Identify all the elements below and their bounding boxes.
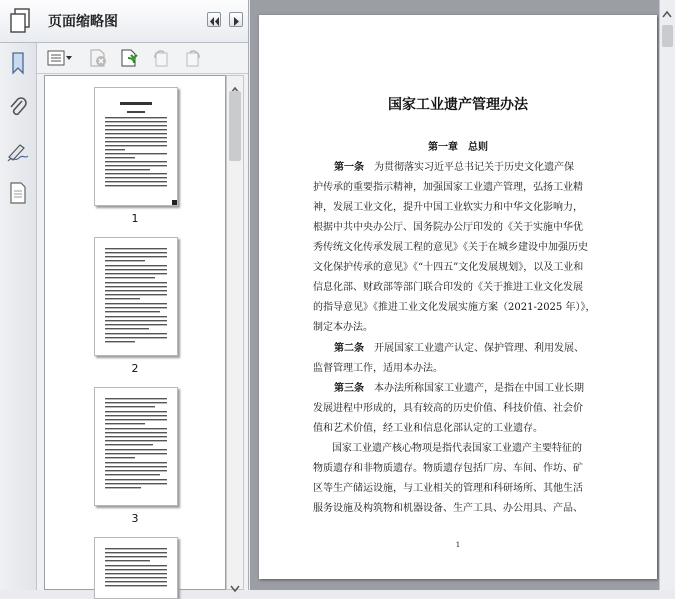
body-text: 秀传统文化传承发展工程的意见》《关于在城乡建设中加强历史 bbox=[313, 242, 588, 253]
page-number: 1 bbox=[455, 541, 461, 549]
thumbnail-label: 1 bbox=[131, 212, 139, 225]
document-title: 国家工业遗产管理办法 bbox=[388, 97, 528, 113]
body-text: 发展进程中形成的，具有较高的历史价值、科技价值、社会价 bbox=[313, 403, 583, 414]
article-label: 第二条 bbox=[334, 343, 364, 354]
page-thumbnail[interactable] bbox=[94, 237, 178, 356]
body-line bbox=[334, 158, 634, 173]
scroll-down-arrow[interactable] bbox=[230, 578, 240, 586]
body-line bbox=[313, 499, 613, 514]
thumbnail-label: 2 bbox=[131, 362, 139, 375]
body-text: 文化保护传承的意见》《“十四五”文化发展规划》，以及工业和 bbox=[313, 262, 584, 273]
body-line bbox=[313, 318, 613, 333]
body-line bbox=[334, 339, 634, 354]
body-line bbox=[313, 178, 613, 193]
panel-title: 页面缩略图 bbox=[48, 14, 118, 30]
extract-pages-icon[interactable] bbox=[120, 49, 140, 67]
thumbnail-content bbox=[95, 238, 177, 355]
body-line bbox=[313, 479, 613, 494]
scroll-up-arrow[interactable] bbox=[230, 79, 240, 87]
body-text: 神，发展工业文化，提升中国工业软实力和中华文化影响力， bbox=[313, 202, 583, 213]
body-line bbox=[313, 419, 613, 434]
navigation-sidebar bbox=[0, 43, 37, 590]
doc-scroll-up-arrow[interactable] bbox=[662, 3, 672, 11]
thumbnail-content bbox=[95, 538, 177, 598]
document-scrollbar[interactable] bbox=[659, 0, 675, 590]
chevron-right-icon bbox=[230, 15, 242, 28]
body-line bbox=[313, 238, 613, 253]
panel-header bbox=[0, 0, 248, 43]
page-thumbnail[interactable] bbox=[94, 87, 178, 206]
thumbnails-panel bbox=[0, 0, 249, 590]
body-text: 国家工业遗产核心物项是指代表国家工业遗产主要特征的 bbox=[312, 443, 582, 454]
attachment-icon[interactable] bbox=[6, 95, 30, 119]
thumbnail-scrollbar[interactable] bbox=[226, 75, 244, 590]
body-line bbox=[313, 459, 613, 474]
article-label: 第一条 bbox=[334, 162, 364, 173]
double-chevron-left-icon bbox=[208, 15, 220, 28]
doc-scroll-thumb[interactable] bbox=[662, 25, 673, 47]
body-text: 信息化部、财政部等部门联合印发的《关于推进工业文化发展 bbox=[313, 282, 583, 293]
body-line bbox=[313, 278, 613, 293]
body-text: 开展国家工业遗产认定、保护管理、利用发展、 bbox=[364, 343, 584, 354]
body-text: 本办法所称国家工业遗产，是指在中国工业长期 bbox=[364, 383, 584, 394]
body-text: 监督管理工作，适用本办法。 bbox=[313, 363, 443, 374]
collapse-panel-button[interactable] bbox=[207, 12, 221, 27]
body-text: 制定本办法。 bbox=[313, 322, 373, 333]
thumbnail-content bbox=[95, 388, 177, 505]
chapter-heading: 第一章 总则 bbox=[428, 142, 488, 153]
rotate-ccw-icon[interactable] bbox=[151, 49, 171, 67]
body-line bbox=[313, 218, 613, 233]
body-line bbox=[312, 439, 612, 454]
thumbnail-content bbox=[95, 88, 177, 205]
body-text: 服务设施及构筑物和机器设备、生产工具、办公用具、产品、 bbox=[313, 503, 583, 514]
body-line bbox=[313, 298, 613, 313]
body-text: 区等生产储运设施，与工业相关的管理和科研场所、其他生活 bbox=[313, 483, 583, 494]
page-thumbnail[interactable] bbox=[94, 387, 178, 506]
bookmark-icon[interactable] bbox=[6, 51, 30, 75]
article-label: 第三条 bbox=[334, 383, 364, 394]
thumbnail-label: 3 bbox=[131, 512, 139, 525]
body-text: 根据中共中央办公厅、国务院办公厅印发的《关于实施中华优 bbox=[313, 222, 583, 233]
page-stack-icon bbox=[9, 8, 31, 34]
body-line bbox=[313, 198, 613, 213]
body-text: 值和艺术价值，经工业和信息化部认定的工业遗存。 bbox=[313, 423, 543, 434]
body-text: 护传承的重要指示精神，加强国家工业遗产管理，弘扬工业精 bbox=[313, 182, 583, 193]
body-line bbox=[313, 258, 613, 273]
signature-icon[interactable] bbox=[6, 139, 30, 163]
options-menu-icon[interactable] bbox=[47, 49, 73, 67]
rotate-cw-icon[interactable] bbox=[183, 49, 203, 67]
body-text: 的指导意见》《推进工业文化发展实施方案（2021-2025 年）》， bbox=[313, 302, 596, 313]
page-icon[interactable] bbox=[6, 181, 30, 205]
delete-pages-icon[interactable] bbox=[88, 49, 108, 67]
expand-panel-button[interactable] bbox=[229, 12, 243, 27]
body-line bbox=[313, 359, 613, 374]
thumbnail-toolbar bbox=[37, 43, 248, 74]
body-text: 物质遗存和非物质遗存。物质遗存包括厂房、车间、作坊、矿 bbox=[313, 463, 583, 474]
body-line bbox=[334, 379, 634, 394]
body-line bbox=[313, 399, 613, 414]
body-text: 为贯彻落实习近平总书记关于历史文化遗产保 bbox=[364, 162, 574, 173]
scroll-thumb[interactable] bbox=[229, 91, 241, 161]
